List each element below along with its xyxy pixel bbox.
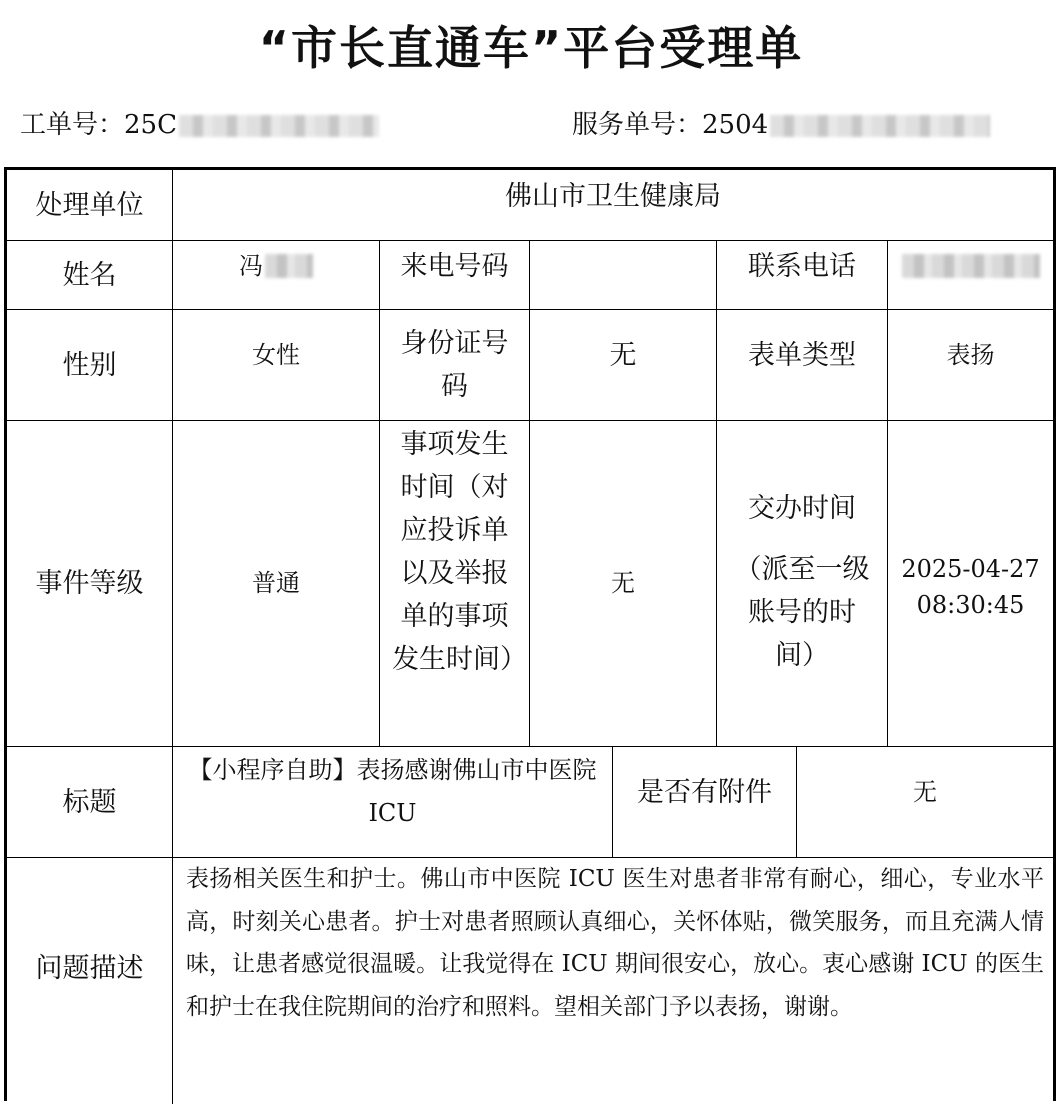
- ticket-number: [20, 104, 379, 141]
- redacted-service-number: [770, 115, 990, 137]
- event-level-label: 事件等级: [35, 568, 144, 599]
- redacted-name: [265, 254, 313, 278]
- name-label: 姓名: [62, 259, 117, 291]
- redacted-ticket-number: [179, 115, 379, 137]
- description-value: 表扬相关医生和护士。佛山市中医院 ICU 医生对患者非常有耐心，细心，专业水平高，时刻关心患者。护士对患者照顾认真细心，关怀体贴，微笑服务，而且充满人情味，让患者感觉很温暖。让我觉得在 ICU 期间很安心，放心。衷心感谢 ICU 的医生和护士在我住院期间的治疗和照料。望相关部门予以表扬，谢谢。: [186, 866, 1044, 1020]
- ticket-number-label: 工单号：: [20, 110, 125, 140]
- id-number-label: 身份证号码: [400, 328, 509, 402]
- service-number: [572, 104, 990, 141]
- caller-phone-value: [530, 241, 716, 291]
- attachment-label: 是否有附件: [637, 776, 772, 808]
- gender-label: 性别: [62, 349, 117, 381]
- contact-phone-label: 联系电话: [748, 250, 856, 282]
- assign-time-value: [888, 421, 1053, 746]
- subject-value: 【小程序自助】表扬感谢佛山市中医院 ICU: [188, 756, 597, 827]
- service-number-label: 服务单号：: [572, 110, 703, 140]
- gender-value: 女性: [252, 340, 300, 369]
- redacted-contact-phone: [902, 254, 1040, 278]
- description-label: 问题描述: [35, 952, 144, 984]
- document-title: “市长直通车”平台受理单: [258, 21, 804, 75]
- subject-label: 标题: [62, 786, 117, 818]
- assign-time-title: 交办时间: [748, 492, 856, 524]
- form-type-label: 表单类型: [748, 339, 856, 371]
- unit-label: 处理单位: [35, 189, 144, 221]
- caller-phone-label: 来电号码: [400, 250, 509, 282]
- id-number-value: 无: [609, 339, 637, 371]
- attachment-value: 无: [913, 777, 937, 806]
- unit-value: 佛山市卫生健康局: [505, 180, 721, 212]
- ticket-number-value: 25C: [124, 110, 177, 140]
- occurrence-time-label: 事项发生时间（对应投诉单以及举报单的事项发生时间）: [392, 429, 527, 675]
- assign-time-note: （派至一级账号的时间）: [734, 553, 870, 671]
- assign-clock: 08:30:45: [916, 590, 1025, 619]
- occurrence-time-value: 无: [611, 569, 635, 597]
- service-number-value: 2504: [702, 110, 769, 140]
- assign-date: 2025-04-27: [901, 554, 1040, 583]
- assign-time-label: [717, 421, 887, 746]
- form-type-value: 表扬: [946, 340, 995, 369]
- contact-phone-value: [888, 241, 1053, 291]
- event-level-value: 普通: [252, 569, 300, 597]
- name-value: [173, 241, 379, 291]
- name-visible: 冯: [239, 251, 263, 280]
